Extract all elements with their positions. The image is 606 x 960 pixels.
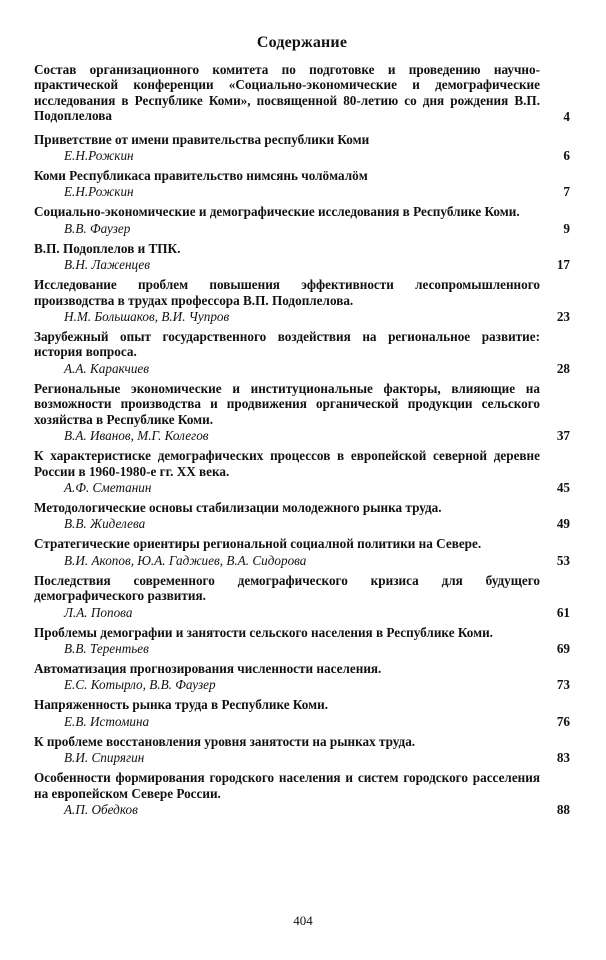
toc-entry (34, 573, 570, 620)
toc-entry (34, 770, 570, 817)
toc-entry-page-number: 4 (563, 108, 570, 124)
toc-entry-author-row (34, 749, 570, 765)
toc-entry-title-row (34, 573, 570, 604)
toc-entry-author-row (34, 552, 570, 568)
toc-entry-title: В.П. Подоплелов и ТПК. (34, 240, 181, 256)
toc-entry-title: Автоматизация прогнозирования численности населения. (34, 660, 382, 676)
toc-entry-author: В.И. Спирягин (64, 750, 145, 766)
toc-entry-page-number: 7 (563, 184, 570, 200)
toc-entry (34, 132, 570, 163)
toc-entry-page-number: 88 (556, 801, 570, 817)
toc-entry-title: Проблемы демографии и занятости сельского населения в Республике Коми. (34, 624, 493, 640)
toc-entry-title-row (34, 168, 570, 183)
toc-entry-title: К характеристиске демографических процессов в европейской северной деревне России в 1960-1980-е гг. XX века. (34, 448, 540, 479)
toc-entry-author: Е.В. Истомина (64, 713, 150, 729)
toc-entry-author: А.П. Обедков (64, 801, 138, 817)
toc-entry-title-row (34, 770, 570, 801)
toc-entry-author: Е.С. Котырло, В.В. Фаузер (64, 677, 216, 693)
toc-entry-title-row (34, 625, 570, 640)
toc-entry-author: В.В. Фаузер (64, 220, 131, 236)
toc-entry-author: Е.Н.Рожкин (64, 148, 134, 164)
toc-entry-author: А.Ф. Сметанин (64, 479, 152, 495)
toc-entry (34, 241, 570, 272)
toc-entry (34, 62, 570, 124)
toc-entry-author-row (34, 360, 570, 376)
toc-entry (34, 277, 570, 324)
toc-entry-page-number: 49 (556, 516, 570, 532)
toc-entry-page-number: 45 (556, 479, 570, 495)
toc-entry (34, 536, 570, 567)
toc-entry-page-number: 69 (556, 640, 570, 656)
toc-entry-author-row (34, 640, 570, 656)
toc-entry-page-number: 17 (556, 257, 570, 273)
toc-entry (34, 697, 570, 728)
toc-list (34, 62, 570, 817)
toc-entry-author: Л.А. Попова (64, 604, 133, 620)
toc-entry-author: Н.М. Большаков, В.И. Чупров (64, 309, 230, 325)
toc-entry-title: Приветствие от имени правительства республики Коми (34, 131, 370, 147)
toc-entry-title-row (34, 329, 570, 360)
toc-entry (34, 381, 570, 443)
toc-entry (34, 329, 570, 376)
toc-entry-title-row (34, 62, 570, 124)
toc-entry-author-row (34, 183, 570, 199)
toc-entry-author-row (34, 801, 570, 817)
toc-entry-title: Коми Республикаса правительство нимсянь чолӧмалӧм (34, 168, 368, 184)
toc-entry-author-row (34, 427, 570, 443)
toc-entry-title-row (34, 204, 570, 219)
toc-entry-author-row (34, 676, 570, 692)
toc-entry-page-number: 37 (556, 428, 570, 444)
toc-entry-author-row (34, 479, 570, 495)
toc-heading: Содержание (256, 34, 348, 51)
page-footer-number: 404 (293, 913, 313, 928)
toc-entry-title: Напряженность рынка труда в Республике Коми. (34, 697, 329, 713)
toc-entry (34, 625, 570, 656)
toc-entry-title: К проблеме восстановления уровня занятости на рынках труда. (34, 733, 416, 749)
toc-entry-page-number: 6 (563, 148, 570, 164)
toc-entry-author-row (34, 515, 570, 531)
toc-entry-title: Последствия современного демографического кризиса для будущего демографического развития. (34, 572, 540, 604)
toc-entry-page-number: 83 (556, 750, 570, 766)
toc-entry-author: В.И. Акопов, Ю.А. Гаджиев, В.А. Сидорова (64, 552, 307, 568)
toc-entry-author: В.А. Иванов, М.Г. Колегов (64, 428, 209, 444)
toc-entry-title: Стратегические ориентиры региональной социалной политики на Севере. (34, 536, 482, 552)
toc-entry (34, 168, 570, 199)
toc-entry (34, 734, 570, 765)
toc-entry-title: Методологические основы стабилизации молодежного рынка труда. (34, 499, 442, 515)
toc-entry-title-row (34, 132, 570, 147)
toc-entry-title: Исследование проблем повышения эффективности лесопромышленного производства в трудах профессора В.П. Подоплелова. (34, 277, 540, 308)
toc-entry-page-number: 9 (563, 220, 570, 236)
toc-entry-page-number: 61 (556, 604, 570, 620)
toc-entry (34, 500, 570, 531)
toc-entry-title: Особенности формирования городского населения и систем городского расселения на европейском Севере России. (34, 770, 540, 801)
toc-entry-author: В.Н. Лаженцев (64, 257, 150, 273)
toc-entry-title-row (34, 661, 570, 676)
toc-entry-title-row (34, 697, 570, 712)
toc-entry-title: Зарубежный опыт государственного воздействия на региональное развитие: история вопроса. (34, 329, 540, 360)
toc-entry-title-row (34, 277, 570, 308)
toc-entry-author-row (34, 256, 570, 272)
toc-entry-title-row (34, 536, 570, 551)
toc-entry-page-number: 53 (556, 552, 570, 568)
toc-entry-author-row (34, 147, 570, 163)
toc-entry-title: Состав организационного комитета по подготовке и проведению научно-практической конференции «Социально-экономические и демографические исследования в Республике Коми», посвященной 80-летию со дня рождения В.П. Подоплелова (34, 62, 540, 124)
toc-entry-page-number: 76 (556, 713, 570, 729)
toc-entry-page-number: 73 (556, 677, 570, 693)
toc-entry-title-row (34, 381, 570, 427)
toc-entry-author: А.А. Каракчиев (64, 360, 149, 376)
toc-entry-page-number: 23 (556, 309, 570, 325)
toc-entry-author-row (34, 604, 570, 620)
toc-entry-title-row (34, 500, 570, 515)
toc-entry-title-row (34, 448, 570, 479)
toc-entry-title-row (34, 734, 570, 749)
toc-page (34, 34, 570, 822)
toc-entry-author: В.В. Терентьев (64, 640, 149, 656)
toc-entry-page-number: 28 (556, 360, 570, 376)
toc-entry-title-row (34, 241, 570, 256)
toc-entry-title: Региональные экономические и институциональные факторы, влияющие на возможности производства и продвижения органической продукции сельского хозяйства в Республике Коми. (34, 380, 540, 427)
toc-entry-author: В.В. Жиделева (64, 516, 146, 532)
toc-entry-author: Е.Н.Рожкин (64, 184, 134, 200)
toc-entry (34, 204, 570, 235)
toc-entry-title: Социально-экономические и демографические исследования в Республике Коми. (34, 204, 520, 220)
toc-entry (34, 661, 570, 692)
toc-entry-author-row (34, 308, 570, 324)
toc-entry (34, 448, 570, 495)
toc-entry-author-row (34, 220, 570, 236)
toc-entry-author-row (34, 713, 570, 729)
